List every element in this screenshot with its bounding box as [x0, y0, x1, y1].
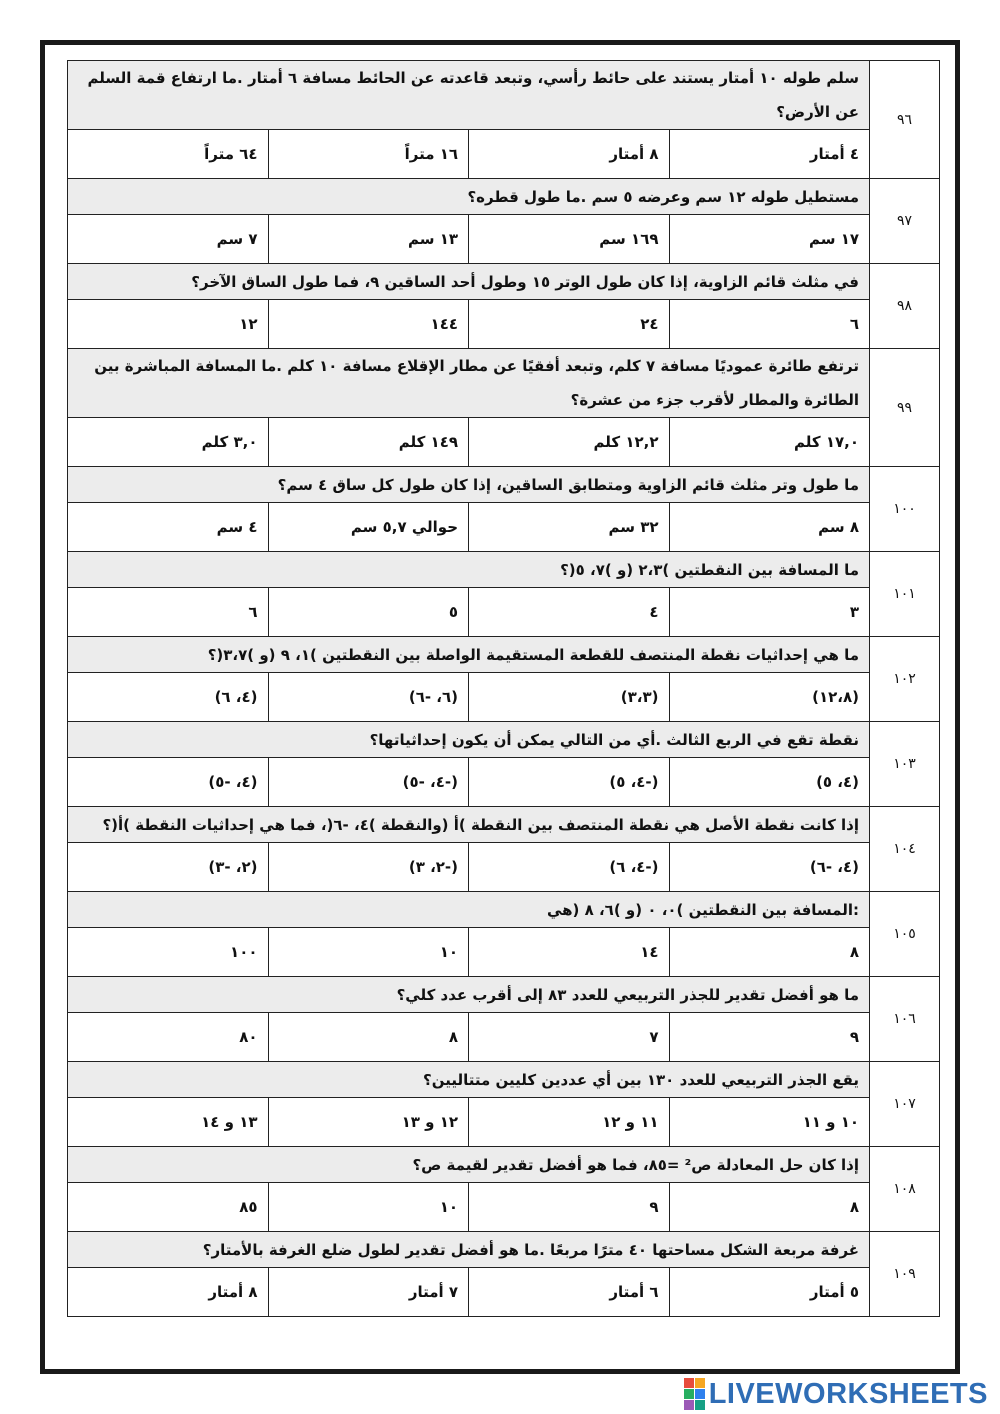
question-number: ١٠٥	[870, 892, 940, 977]
answer-option[interactable]: (٤، ٥)	[669, 758, 870, 807]
question-row	[68, 1062, 940, 1098]
question-row	[68, 892, 940, 928]
answer-option[interactable]: (-٤، ٥)	[469, 758, 670, 807]
question-row	[68, 637, 940, 673]
answer-option[interactable]: ٥	[268, 588, 469, 637]
question-number: ٩٨	[870, 264, 940, 349]
question-number: ١٠٦	[870, 977, 940, 1062]
options-row	[68, 1098, 940, 1147]
question-row	[68, 61, 940, 130]
answer-option[interactable]: ٧ سم	[68, 215, 269, 264]
question-text: ما هي إحداثيات نقطة المنتصف للقطعة المستقيمة الواصلة بين النقطتين )١، ٩ (و )٣،٧(؟	[68, 637, 870, 673]
options-row	[68, 673, 940, 722]
question-number: ١٠٧	[870, 1062, 940, 1147]
question-row	[68, 467, 940, 503]
question-text: نقطة تقع في الربع الثالث .أي من التالي يمكن أن يكون إحداثياتها؟	[68, 722, 870, 758]
options-row	[68, 758, 940, 807]
answer-option[interactable]: ٧	[469, 1013, 670, 1062]
answer-option[interactable]: (-٤، -٥)	[268, 758, 469, 807]
question-text: في مثلث قائم الزاوية، إذا كان طول الوتر ١٥ وطول أحد الساقين ٩، فما طول الساق الآخر؟	[68, 264, 870, 300]
answer-option[interactable]: ١٢	[68, 300, 269, 349]
answer-option[interactable]: ٨	[669, 1183, 870, 1232]
answer-option[interactable]: ٦ أمتار	[469, 1268, 670, 1317]
question-number: ١٠٢	[870, 637, 940, 722]
answer-option[interactable]: (٤، -٥)	[68, 758, 269, 807]
question-number: ١٠٣	[870, 722, 940, 807]
answer-option[interactable]: ٣٢ سم	[469, 503, 670, 552]
answer-option[interactable]: ٣	[669, 588, 870, 637]
answer-option[interactable]: ١٣ و ١٤	[68, 1098, 269, 1147]
answer-option[interactable]: (٤، -٦)	[669, 843, 870, 892]
answer-option[interactable]: ٥ أمتار	[669, 1268, 870, 1317]
answer-option[interactable]: ٩	[469, 1183, 670, 1232]
question-text: ترتفع طائرة عموديًا مسافة ٧ كلم، وتبعد أفقيًا عن مطار الإقلاع مسافة ١٠ كلم .ما المسافة المباشرة بين الطائرة والمطار لأقرب جزء من عشرة؟	[68, 349, 870, 418]
options-row	[68, 503, 940, 552]
options-row	[68, 130, 940, 179]
answer-option[interactable]: ١٤	[469, 928, 670, 977]
question-text: إذا كان حل المعادلة ص² =٨٥، فما هو أفضل تقدير لقيمة ص؟	[68, 1147, 870, 1183]
answer-option[interactable]: ١٠ و ١١	[669, 1098, 870, 1147]
answer-option[interactable]: ٢٤	[469, 300, 670, 349]
answer-option[interactable]: ٨ أمتار	[469, 130, 670, 179]
answer-option[interactable]: ٨ سم	[669, 503, 870, 552]
answer-option[interactable]: ١٢ و ١٣	[268, 1098, 469, 1147]
liveworksheets-brand	[684, 1377, 988, 1411]
question-number: ١٠١	[870, 552, 940, 637]
options-row	[68, 1013, 940, 1062]
answer-option[interactable]: ١٤٩ كلم	[268, 418, 469, 467]
answer-option[interactable]: ٨	[669, 928, 870, 977]
question-row	[68, 552, 940, 588]
questions-table	[67, 60, 940, 1317]
answer-option[interactable]: (١٢،٨)	[669, 673, 870, 722]
question-number: ١٠٠	[870, 467, 940, 552]
answer-option[interactable]: (٦، -٦)	[268, 673, 469, 722]
question-text: ما هو أفضل تقدير للجذر التربيعي للعدد ٨٣ إلى أقرب عدد كلي؟	[68, 977, 870, 1013]
answer-option[interactable]: ٤ أمتار	[669, 130, 870, 179]
answer-option[interactable]: ١٤٤	[268, 300, 469, 349]
answer-option[interactable]: (٤، ٦)	[68, 673, 269, 722]
question-text: غرفة مربعة الشكل مساحتها ٤٠ مترًا مربعًا .ما هو أفضل تقدير لطول ضلع الغرفة بالأمتار؟	[68, 1232, 870, 1268]
question-text: ما المسافة بين النقطتين )٢،٣ (و )٧، ٥(؟	[68, 552, 870, 588]
question-number: ٩٧	[870, 179, 940, 264]
answer-option[interactable]: ١٦٩ سم	[469, 215, 670, 264]
options-row	[68, 215, 940, 264]
answer-option[interactable]: (٢، -٣)	[68, 843, 269, 892]
question-text: يقع الجذر التربيعي للعدد ١٣٠ بين أي عددين كليين متتاليين؟	[68, 1062, 870, 1098]
question-row	[68, 349, 940, 418]
liveworksheets-logo-icon	[684, 1378, 705, 1410]
brand-text: LIVEWORKSHEETS	[708, 1377, 988, 1410]
answer-option[interactable]: ١٢,٢ كلم	[469, 418, 670, 467]
answer-option[interactable]: ٨٥	[68, 1183, 269, 1232]
answer-option[interactable]: ١٧,٠ كلم	[669, 418, 870, 467]
question-row	[68, 807, 940, 843]
answer-option[interactable]: ١٠	[268, 928, 469, 977]
answer-option[interactable]: ١٦ متراً	[268, 130, 469, 179]
answer-option[interactable]: ٨	[268, 1013, 469, 1062]
options-row	[68, 300, 940, 349]
answer-option[interactable]: ١١ و ١٢	[469, 1098, 670, 1147]
answer-option[interactable]: ٧ أمتار	[268, 1268, 469, 1317]
options-row	[68, 418, 940, 467]
question-text: ما طول وتر مثلث قائم الزاوية ومتطابق الساقين، إذا كان طول كل ساق ٤ سم؟	[68, 467, 870, 503]
answer-option[interactable]: ٦	[68, 588, 269, 637]
options-row	[68, 1268, 940, 1317]
options-row	[68, 1183, 940, 1232]
options-row	[68, 843, 940, 892]
question-number: ١٠٩	[870, 1232, 940, 1317]
answer-option[interactable]: ١٣ سم	[268, 215, 469, 264]
answer-option[interactable]: ٤ سم	[68, 503, 269, 552]
question-number: ١٠٤	[870, 807, 940, 892]
answer-option[interactable]: (-٤، ٦)	[469, 843, 670, 892]
options-row	[68, 928, 940, 977]
question-text: :المسافة بين النقطتين )٠، ٠ (و )٦، ٨ (هي	[68, 892, 870, 928]
question-text: إذا كانت نقطة الأصل هي نقطة المنتصف بين النقطة )أ (والنقطة )٤، -٦(، فما هي إحداثيات النقطة )أ(؟	[68, 807, 870, 843]
answer-option[interactable]: ٤	[469, 588, 670, 637]
question-row	[68, 977, 940, 1013]
answer-option[interactable]: ٦٤ متراً	[68, 130, 269, 179]
options-row	[68, 588, 940, 637]
question-number: ٩٦	[870, 61, 940, 179]
question-row	[68, 264, 940, 300]
question-row	[68, 179, 940, 215]
answer-option[interactable]: ١٠٠	[68, 928, 269, 977]
question-row	[68, 1147, 940, 1183]
question-text: سلم طوله ١٠ أمتار يستند على حائط رأسي، وتبعد قاعدته عن الحائط مسافة ٦ أمتار .ما ارتفاع قمة السلم عن الأرض؟	[68, 61, 870, 130]
question-row	[68, 1232, 940, 1268]
answer-option[interactable]: ٦	[669, 300, 870, 349]
question-row	[68, 722, 940, 758]
question-number: ١٠٨	[870, 1147, 940, 1232]
answer-option[interactable]: ٨٠	[68, 1013, 269, 1062]
answer-option[interactable]: ٣,٠ كلم	[68, 418, 269, 467]
question-text: مستطيل طوله ١٢ سم وعرضه ٥ سم .ما طول قطره؟	[68, 179, 870, 215]
answer-option[interactable]: ٨ أمتار	[68, 1268, 269, 1317]
answer-option[interactable]: (-٢، ٣)	[268, 843, 469, 892]
question-number: ٩٩	[870, 349, 940, 467]
answer-option[interactable]: (٣،٣)	[469, 673, 670, 722]
answer-option[interactable]: ٩	[669, 1013, 870, 1062]
answer-option[interactable]: ١٧ سم	[669, 215, 870, 264]
answer-option[interactable]: حوالي ٥,٧ سم	[268, 503, 469, 552]
answer-option[interactable]: ١٠	[268, 1183, 469, 1232]
